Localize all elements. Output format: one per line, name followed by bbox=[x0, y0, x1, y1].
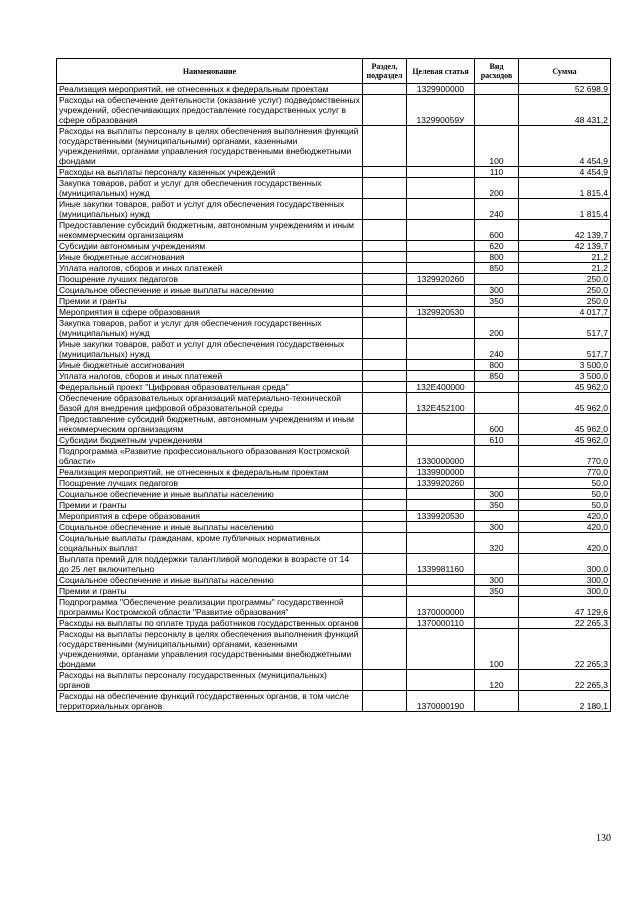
cell-target bbox=[407, 522, 475, 533]
cell-name: Мероприятия в сфере образования bbox=[57, 511, 363, 522]
cell-target: 1339981160 bbox=[407, 554, 475, 575]
table-row bbox=[57, 618, 611, 629]
cell-kind bbox=[475, 478, 519, 489]
table-row bbox=[57, 500, 611, 511]
cell-section bbox=[363, 554, 407, 575]
table-row bbox=[57, 446, 611, 467]
cell-sum: 517,7 bbox=[519, 339, 611, 360]
cell-target: 132E400000 bbox=[407, 382, 475, 393]
cell-target bbox=[407, 533, 475, 554]
cell-kind: 200 bbox=[475, 178, 519, 199]
cell-sum: 45 962,0 bbox=[519, 435, 611, 446]
cell-section bbox=[363, 467, 407, 478]
cell-kind: 610 bbox=[475, 435, 519, 446]
cell-sum: 52 698,9 bbox=[519, 84, 611, 95]
cell-kind bbox=[475, 511, 519, 522]
cell-sum: 770,0 bbox=[519, 446, 611, 467]
cell-name: Поощрение лучших педагогов bbox=[57, 478, 363, 489]
cell-kind: 800 bbox=[475, 252, 519, 263]
cell-name: Иные бюджетные ассигнования bbox=[57, 360, 363, 371]
cell-section bbox=[363, 575, 407, 586]
cell-sum: 45 962,0 bbox=[519, 393, 611, 414]
cell-section bbox=[363, 393, 407, 414]
cell-section bbox=[363, 382, 407, 393]
table-row bbox=[57, 126, 611, 167]
cell-kind bbox=[475, 597, 519, 618]
cell-target: 1329920530 bbox=[407, 307, 475, 318]
cell-section bbox=[363, 95, 407, 126]
cell-section bbox=[363, 178, 407, 199]
cell-target bbox=[407, 414, 475, 435]
cell-section bbox=[363, 533, 407, 554]
cell-target bbox=[407, 252, 475, 263]
table-row bbox=[57, 511, 611, 522]
cell-name: Субсидии автономным учреждениям bbox=[57, 241, 363, 252]
cell-name: Расходы на выплаты персоналу казенных учреждений bbox=[57, 167, 363, 178]
table-row bbox=[57, 241, 611, 252]
cell-name: Выплата премий для поддержки талантливой молодежи в возрасте от 14 до 25 лет включительно bbox=[57, 554, 363, 575]
header-name: Наименование bbox=[57, 59, 363, 84]
cell-name: Премии и гранты bbox=[57, 500, 363, 511]
cell-sum: 300,0 bbox=[519, 575, 611, 586]
cell-name: Расходы на выплаты персоналу государственных (муниципальных) органов bbox=[57, 670, 363, 691]
cell-name: Премии и гранты bbox=[57, 586, 363, 597]
table-row bbox=[57, 318, 611, 339]
cell-kind bbox=[475, 393, 519, 414]
table-row bbox=[57, 307, 611, 318]
cell-name: Расходы на выплаты по оплате труда работников государственных органов bbox=[57, 618, 363, 629]
budget-table bbox=[56, 58, 611, 712]
cell-sum: 21,2 bbox=[519, 252, 611, 263]
cell-name: Подпрограмма "Обеспечение реализации программы" государственной программы Костромской области "Развитие образования" bbox=[57, 597, 363, 618]
cell-target bbox=[407, 360, 475, 371]
table-row bbox=[57, 597, 611, 618]
cell-kind bbox=[475, 618, 519, 629]
cell-section bbox=[363, 489, 407, 500]
cell-sum: 4 454,9 bbox=[519, 167, 611, 178]
cell-section bbox=[363, 446, 407, 467]
cell-name: Обеспечение образовательных организаций материально-технической базой для внедрения цифровой образовательной среды bbox=[57, 393, 363, 414]
cell-target bbox=[407, 263, 475, 274]
table-row bbox=[57, 178, 611, 199]
cell-section bbox=[363, 296, 407, 307]
table-row bbox=[57, 220, 611, 241]
cell-name: Закупка товаров, работ и услуг для обеспечения государственных (муниципальных) нужд bbox=[57, 178, 363, 199]
table-row bbox=[57, 371, 611, 382]
cell-name: Поощрение лучших педагогов bbox=[57, 274, 363, 285]
cell-kind: 850 bbox=[475, 371, 519, 382]
cell-name: Уплата налогов, сборов и иных платежей bbox=[57, 263, 363, 274]
cell-kind bbox=[475, 554, 519, 575]
cell-sum: 250,0 bbox=[519, 274, 611, 285]
cell-target: 1329900000 bbox=[407, 84, 475, 95]
cell-kind bbox=[475, 95, 519, 126]
cell-sum: 22 265,3 bbox=[519, 670, 611, 691]
cell-target: 1330000000 bbox=[407, 446, 475, 467]
cell-section bbox=[363, 586, 407, 597]
table-row bbox=[57, 199, 611, 220]
cell-kind: 240 bbox=[475, 199, 519, 220]
table-row bbox=[57, 629, 611, 670]
cell-name: Закупка товаров, работ и услуг для обеспечения государственных (муниципальных) нужд bbox=[57, 318, 363, 339]
cell-kind: 100 bbox=[475, 126, 519, 167]
table-row bbox=[57, 296, 611, 307]
cell-target bbox=[407, 220, 475, 241]
cell-sum: 22 265,3 bbox=[519, 618, 611, 629]
cell-target bbox=[407, 296, 475, 307]
cell-section bbox=[363, 126, 407, 167]
cell-target: 1339920530 bbox=[407, 511, 475, 522]
cell-target: 1339900000 bbox=[407, 467, 475, 478]
cell-target bbox=[407, 167, 475, 178]
cell-name: Субсидии бюджетным учреждениям bbox=[57, 435, 363, 446]
cell-sum: 3 500,0 bbox=[519, 360, 611, 371]
cell-sum: 250,0 bbox=[519, 285, 611, 296]
cell-kind bbox=[475, 274, 519, 285]
cell-kind bbox=[475, 467, 519, 478]
cell-kind: 240 bbox=[475, 339, 519, 360]
cell-kind: 350 bbox=[475, 586, 519, 597]
cell-kind: 120 bbox=[475, 670, 519, 691]
cell-kind: 300 bbox=[475, 285, 519, 296]
cell-section bbox=[363, 339, 407, 360]
table-row bbox=[57, 84, 611, 95]
cell-section bbox=[363, 199, 407, 220]
cell-sum: 42 139,7 bbox=[519, 220, 611, 241]
cell-section bbox=[363, 511, 407, 522]
cell-section bbox=[363, 629, 407, 670]
cell-target: 132990059У bbox=[407, 95, 475, 126]
cell-kind bbox=[475, 84, 519, 95]
cell-target bbox=[407, 371, 475, 382]
cell-sum: 1 815,4 bbox=[519, 178, 611, 199]
header-target: Целевая статья bbox=[407, 59, 475, 84]
cell-name: Реализация мероприятий, не отнесенных к федеральным проектам bbox=[57, 467, 363, 478]
cell-name: Расходы на обеспечение деятельности (оказание услуг) подведомственных учреждений, обеспечивающих предоставление государственных услуг в сфере образования bbox=[57, 95, 363, 126]
table-row bbox=[57, 263, 611, 274]
cell-section bbox=[363, 371, 407, 382]
cell-kind: 320 bbox=[475, 533, 519, 554]
cell-name: Реализация мероприятий, не отнесенных к федеральным проектам bbox=[57, 84, 363, 95]
cell-section bbox=[363, 478, 407, 489]
table-row bbox=[57, 489, 611, 500]
cell-sum: 42 139,7 bbox=[519, 241, 611, 252]
table-row bbox=[57, 691, 611, 712]
cell-section bbox=[363, 522, 407, 533]
cell-kind: 110 bbox=[475, 167, 519, 178]
cell-target bbox=[407, 241, 475, 252]
table-row bbox=[57, 339, 611, 360]
cell-name: Премии и гранты bbox=[57, 296, 363, 307]
cell-sum: 45 962,0 bbox=[519, 382, 611, 393]
cell-kind: 600 bbox=[475, 414, 519, 435]
cell-name: Федеральный проект "Цифровая образовательная среда" bbox=[57, 382, 363, 393]
cell-target bbox=[407, 318, 475, 339]
cell-kind: 350 bbox=[475, 500, 519, 511]
table-row bbox=[57, 533, 611, 554]
cell-section bbox=[363, 84, 407, 95]
cell-section bbox=[363, 435, 407, 446]
page-number: 130 bbox=[596, 833, 611, 844]
cell-target: 132E452100 bbox=[407, 393, 475, 414]
cell-target: 1370000190 bbox=[407, 691, 475, 712]
cell-sum: 50,0 bbox=[519, 478, 611, 489]
cell-section bbox=[363, 252, 407, 263]
cell-name: Подпрограмма «Развитие профессионального образования Костромской области» bbox=[57, 446, 363, 467]
cell-sum: 420,0 bbox=[519, 511, 611, 522]
cell-name: Социальное обеспечение и иные выплаты населению bbox=[57, 285, 363, 296]
table-row bbox=[57, 285, 611, 296]
cell-kind: 100 bbox=[475, 629, 519, 670]
cell-name: Расходы на выплаты персоналу в целях обеспечения выполнения функций государственными (муниципальными) органами, казенными учреждениями, органами управления государственными внебюджетными фондами bbox=[57, 629, 363, 670]
header-section: Раздел, подраздел bbox=[363, 59, 407, 84]
table-row bbox=[57, 360, 611, 371]
cell-sum: 21,2 bbox=[519, 263, 611, 274]
cell-sum: 47 129,6 bbox=[519, 597, 611, 618]
cell-kind bbox=[475, 307, 519, 318]
header-sum: Сумма bbox=[519, 59, 611, 84]
table-body bbox=[57, 84, 611, 712]
cell-section bbox=[363, 263, 407, 274]
cell-target bbox=[407, 126, 475, 167]
cell-section bbox=[363, 318, 407, 339]
cell-sum: 45 962,0 bbox=[519, 414, 611, 435]
cell-sum: 1 815,4 bbox=[519, 199, 611, 220]
cell-kind bbox=[475, 691, 519, 712]
cell-kind: 200 bbox=[475, 318, 519, 339]
cell-name: Иные закупки товаров, работ и услуг для обеспечения государственных (муниципальных) нужд bbox=[57, 199, 363, 220]
cell-sum: 300,0 bbox=[519, 586, 611, 597]
cell-sum: 50,0 bbox=[519, 489, 611, 500]
cell-kind: 300 bbox=[475, 575, 519, 586]
table-row bbox=[57, 414, 611, 435]
cell-section bbox=[363, 285, 407, 296]
cell-target bbox=[407, 670, 475, 691]
cell-name: Расходы на выплаты персоналу в целях обеспечения выполнения функций государственными (муниципальными) органами, казенными учреждениями, органами управления государственными внебюджетными фондами bbox=[57, 126, 363, 167]
table-header-row bbox=[57, 59, 611, 84]
cell-target: 1370000000 bbox=[407, 597, 475, 618]
cell-section bbox=[363, 500, 407, 511]
table-row bbox=[57, 670, 611, 691]
table-row bbox=[57, 586, 611, 597]
cell-target bbox=[407, 500, 475, 511]
cell-target bbox=[407, 629, 475, 670]
cell-section bbox=[363, 691, 407, 712]
cell-section bbox=[363, 414, 407, 435]
table-row bbox=[57, 554, 611, 575]
cell-section bbox=[363, 597, 407, 618]
cell-target bbox=[407, 489, 475, 500]
cell-target bbox=[407, 586, 475, 597]
cell-target: 1370000110 bbox=[407, 618, 475, 629]
cell-kind: 300 bbox=[475, 522, 519, 533]
header-kind: Вид расходов bbox=[475, 59, 519, 84]
cell-name: Иные бюджетные ассигнования bbox=[57, 252, 363, 263]
table-row bbox=[57, 95, 611, 126]
cell-name: Социальное обеспечение и иные выплаты населению bbox=[57, 575, 363, 586]
cell-kind bbox=[475, 446, 519, 467]
cell-name: Предоставление субсидий бюджетным, автономным учреждениям и иным некоммерческим организациям bbox=[57, 220, 363, 241]
table-row bbox=[57, 382, 611, 393]
cell-section bbox=[363, 618, 407, 629]
cell-section bbox=[363, 241, 407, 252]
cell-section bbox=[363, 670, 407, 691]
table-row bbox=[57, 252, 611, 263]
table-row bbox=[57, 467, 611, 478]
table-row bbox=[57, 274, 611, 285]
cell-target bbox=[407, 178, 475, 199]
cell-sum: 250,0 bbox=[519, 296, 611, 307]
cell-sum: 4 454,9 bbox=[519, 126, 611, 167]
cell-sum: 3 500,0 bbox=[519, 371, 611, 382]
cell-name: Расходы на обеспечение функций государственных органов, в том числе территориальных органов bbox=[57, 691, 363, 712]
cell-sum: 4 017,7 bbox=[519, 307, 611, 318]
table-row bbox=[57, 435, 611, 446]
cell-target bbox=[407, 575, 475, 586]
cell-name: Социальные выплаты гражданам, кроме публичных нормативных социальных выплат bbox=[57, 533, 363, 554]
cell-section bbox=[363, 307, 407, 318]
cell-section bbox=[363, 167, 407, 178]
cell-kind: 620 bbox=[475, 241, 519, 252]
table-row bbox=[57, 575, 611, 586]
cell-name: Иные закупки товаров, работ и услуг для обеспечения государственных (муниципальных) нужд bbox=[57, 339, 363, 360]
cell-kind: 300 bbox=[475, 489, 519, 500]
cell-name: Социальное обеспечение и иные выплаты населению bbox=[57, 489, 363, 500]
cell-sum: 420,0 bbox=[519, 533, 611, 554]
cell-sum: 770,0 bbox=[519, 467, 611, 478]
cell-sum: 22 265,3 bbox=[519, 629, 611, 670]
cell-kind: 850 bbox=[475, 263, 519, 274]
cell-name: Социальное обеспечение и иные выплаты населению bbox=[57, 522, 363, 533]
cell-section bbox=[363, 360, 407, 371]
table-row bbox=[57, 393, 611, 414]
cell-target bbox=[407, 285, 475, 296]
cell-kind: 800 bbox=[475, 360, 519, 371]
cell-target: 1339920260 bbox=[407, 478, 475, 489]
cell-sum: 48 431,2 bbox=[519, 95, 611, 126]
cell-name: Предоставление субсидий бюджетным, автономным учреждениям и иным некоммерческим организациям bbox=[57, 414, 363, 435]
cell-sum: 2 180,1 bbox=[519, 691, 611, 712]
cell-target: 1329920260 bbox=[407, 274, 475, 285]
cell-section bbox=[363, 274, 407, 285]
table-row bbox=[57, 522, 611, 533]
cell-target bbox=[407, 339, 475, 360]
cell-kind: 350 bbox=[475, 296, 519, 307]
cell-name: Мероприятия в сфере образования bbox=[57, 307, 363, 318]
cell-sum: 420,0 bbox=[519, 522, 611, 533]
cell-target bbox=[407, 199, 475, 220]
cell-sum: 517,7 bbox=[519, 318, 611, 339]
cell-sum: 50,0 bbox=[519, 500, 611, 511]
table-row bbox=[57, 167, 611, 178]
cell-sum: 300,0 bbox=[519, 554, 611, 575]
cell-name: Уплата налогов, сборов и иных платежей bbox=[57, 371, 363, 382]
cell-section bbox=[363, 220, 407, 241]
cell-target bbox=[407, 435, 475, 446]
cell-kind: 600 bbox=[475, 220, 519, 241]
cell-kind bbox=[475, 382, 519, 393]
table-row bbox=[57, 478, 611, 489]
